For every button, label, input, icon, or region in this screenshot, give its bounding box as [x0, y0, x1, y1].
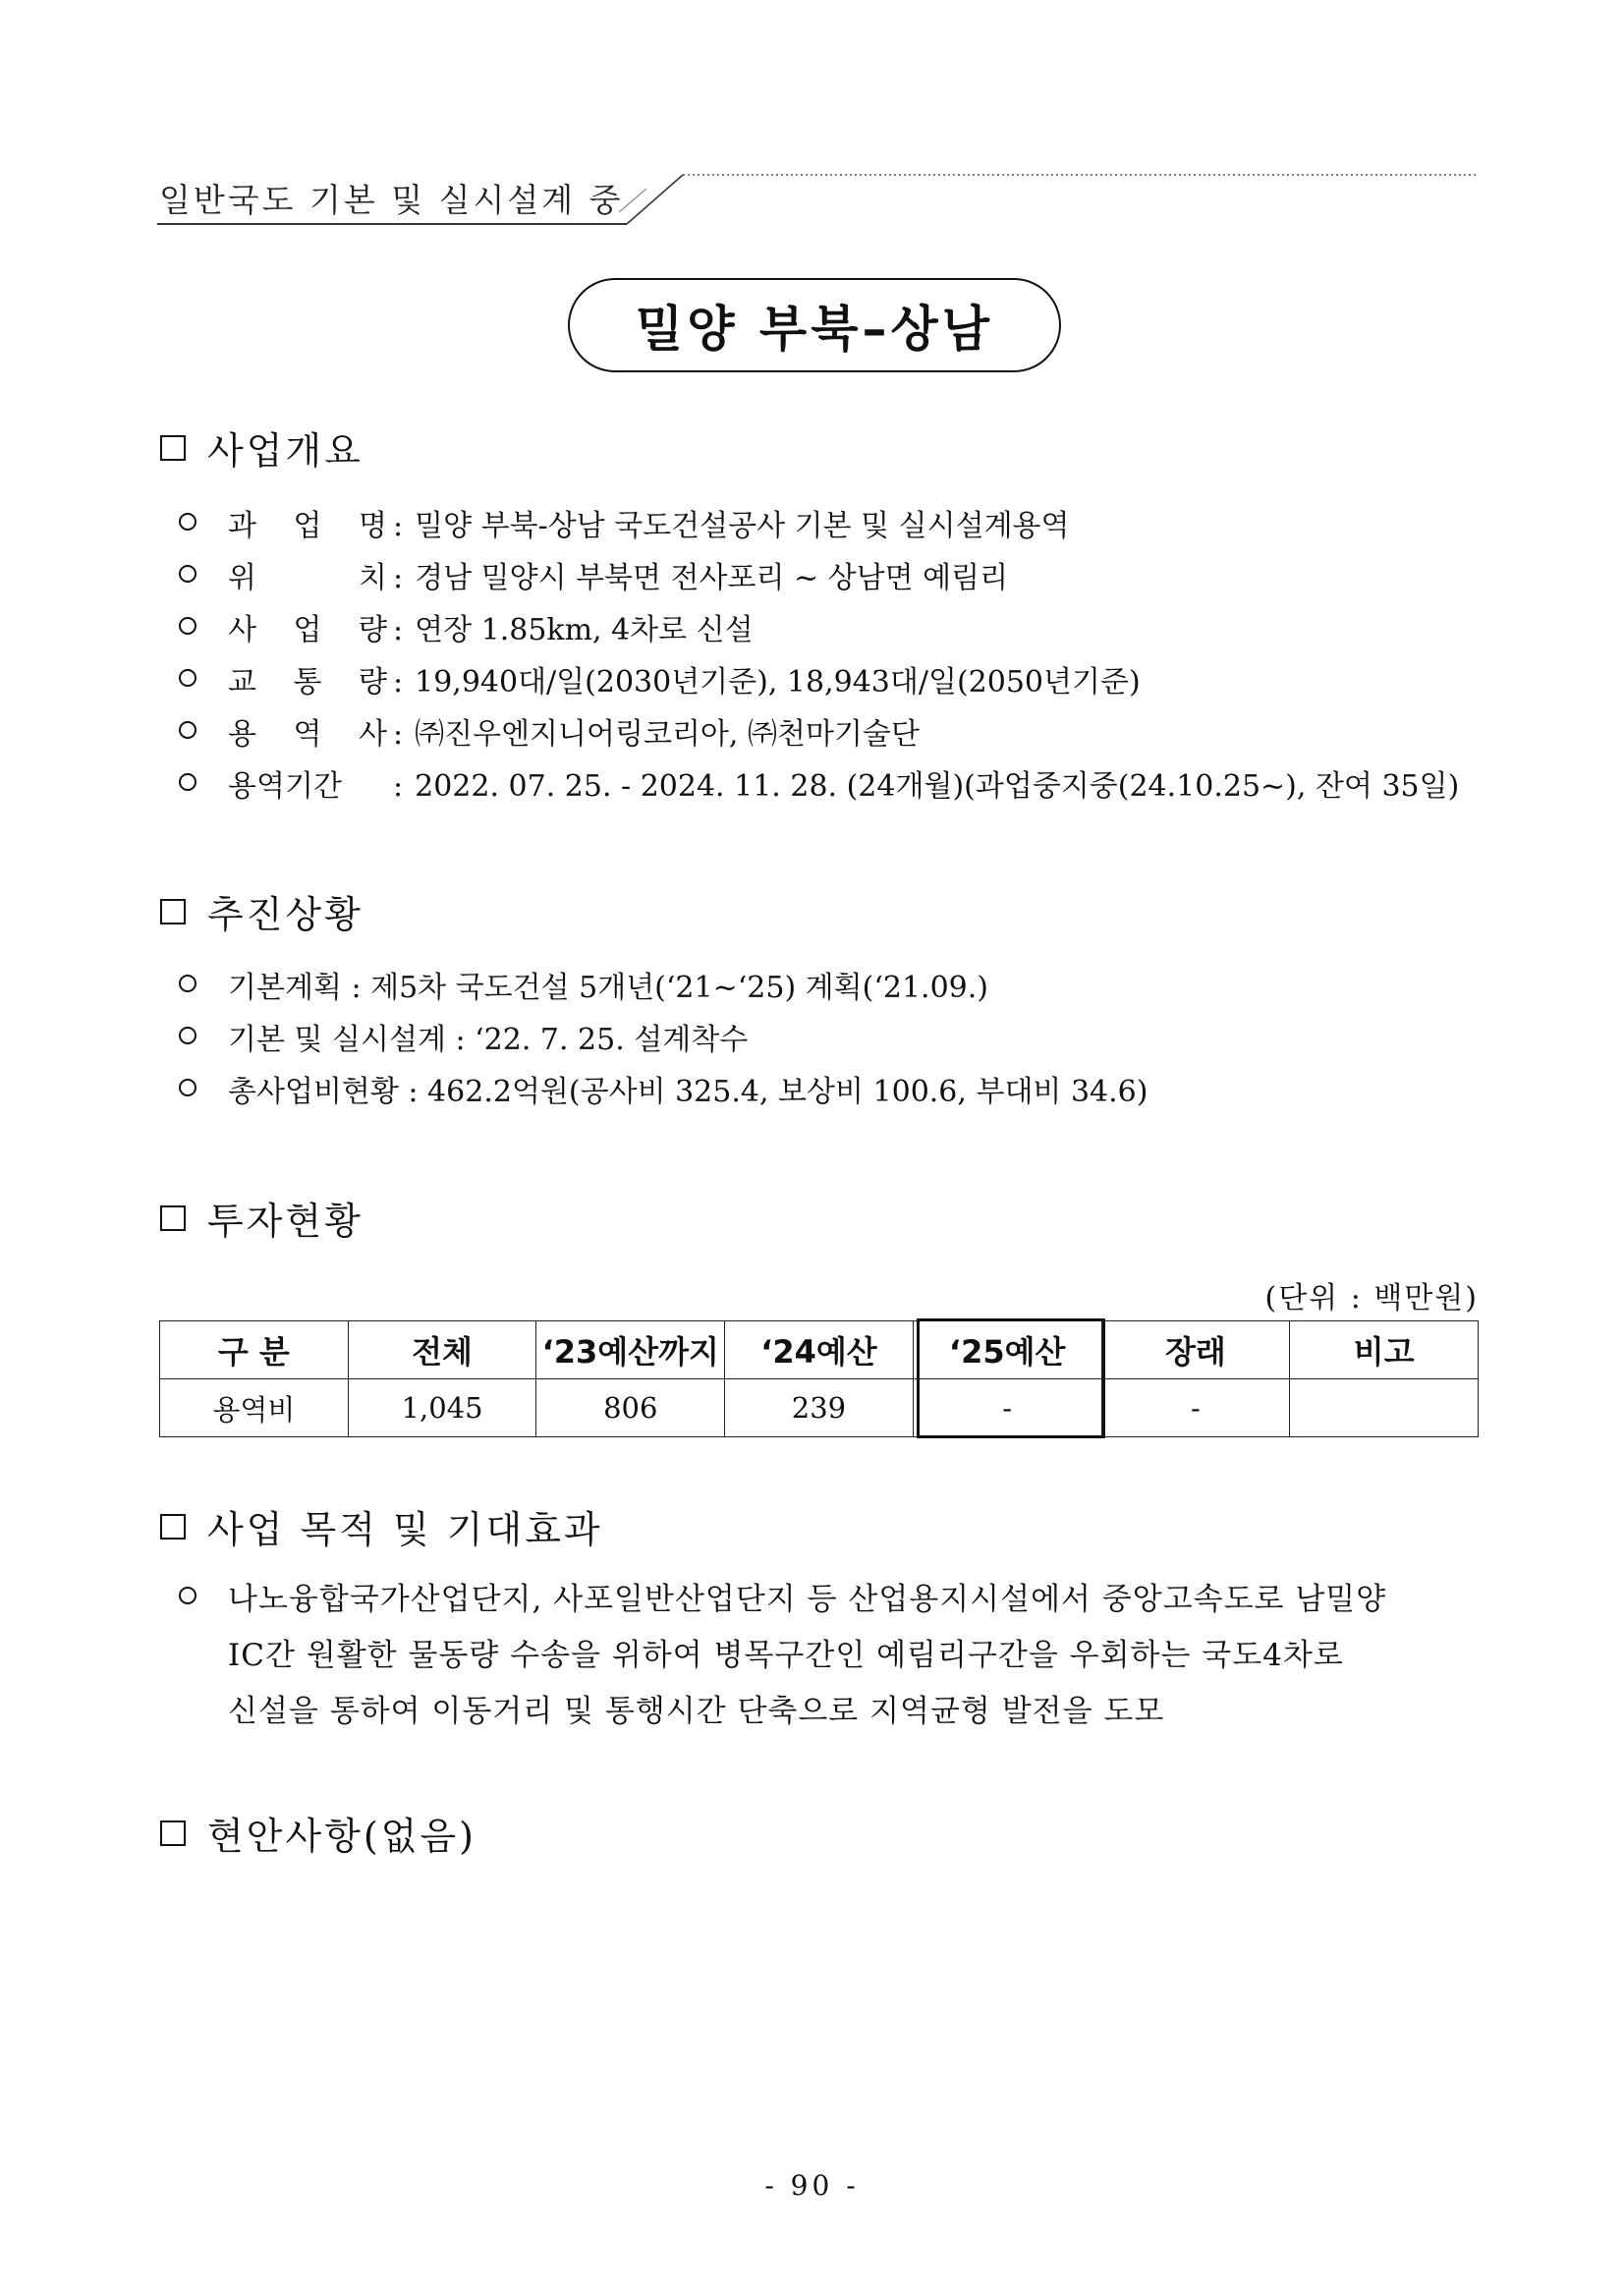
item-value: 밀양 부북-상남 국도건설공사 기본 및 실시설계용역 [415, 509, 1070, 543]
header-cell: ‘25예산 [913, 1321, 1101, 1379]
header-cell: ‘23예산까지 [536, 1321, 725, 1379]
header-cell: ‘24예산 [725, 1321, 914, 1379]
header-cell: 구 분 [160, 1321, 349, 1379]
overview-list [179, 501, 1459, 813]
item-value: 19,940대/일(2030년기준), 18,943대/일(2050년기준) [415, 665, 1141, 700]
table-cell: 806 [536, 1379, 725, 1437]
table-row [160, 1379, 1479, 1437]
item-colon: : [393, 769, 404, 804]
section-overview-heading [160, 420, 364, 475]
item-text: 기본 및 실시설계 : ‘22. 7. 25. 설계착수 [228, 1023, 749, 1057]
table-cell: - [913, 1379, 1101, 1437]
section-purpose-heading [160, 1499, 603, 1553]
item-label: 용 역 사 [228, 717, 387, 752]
section-title: 사업개요 [207, 429, 364, 473]
item-text: 기본계획 : 제5차 국도건설 5개년(‘21~‘25) 계획(‘21.09.) [228, 971, 989, 1005]
section-investment-heading [160, 1191, 364, 1245]
circle-bullet-icon [179, 1587, 196, 1604]
paragraph-text [228, 1572, 1386, 1740]
list-item [179, 761, 1459, 813]
page-title: 밀양 부북–상남 [635, 301, 994, 358]
checkbox-icon [160, 899, 186, 924]
circle-bullet-icon [179, 669, 196, 687]
item-label: 용역기간 [228, 769, 342, 804]
header-cell: 비고 [1290, 1321, 1479, 1379]
item-text: 총사업비현황 : 462.2억원(공사비 325.4, 보상비 100.6, 부대비 34.6) [228, 1075, 1148, 1109]
list-item [179, 605, 1459, 657]
item-colon: : [393, 665, 404, 700]
paragraph-line: IC간 원활한 물동량 수송을 위하여 병목구간인 예림리구간을 우회하는 국도4차로 [228, 1638, 1344, 1673]
item-label: 교 통 량 [228, 665, 387, 700]
purpose-paragraph [179, 1572, 1485, 1740]
table-cell: - [1101, 1379, 1290, 1437]
circle-bullet-icon [179, 565, 196, 583]
progress-list [179, 963, 1148, 1119]
section-progress-heading [160, 884, 364, 938]
list-item [179, 963, 1148, 1015]
list-item [179, 1572, 1485, 1740]
table-cell: 1,045 [348, 1379, 536, 1437]
section-title: 사업 목적 및 기대효과 [207, 1508, 603, 1551]
unit-label: (단위 : 백만원) [1264, 1281, 1479, 1316]
list-item [179, 553, 1459, 605]
investment-table [159, 1320, 1479, 1437]
checkbox-icon [160, 1820, 186, 1846]
item-value: 2022. 07. 25. - 2024. 11. 28. (24개월)(과업중지중(24.10.25~), 잔여 35일) [415, 769, 1460, 804]
checkbox-icon [160, 1514, 186, 1540]
item-colon: : [393, 509, 404, 543]
table-cell: 239 [725, 1379, 914, 1437]
circle-bullet-icon [179, 617, 196, 635]
item-label: 과 업 명 [228, 509, 387, 543]
circle-bullet-icon [179, 513, 196, 531]
paragraph-line: 신설을 통하여 이동거리 및 통행시간 단축으로 지역균형 발전을 도모 [228, 1694, 1165, 1729]
item-value: 연장 1.85km, 4차로 신설 [415, 613, 754, 647]
checkbox-icon [160, 435, 186, 461]
list-item [179, 1015, 1148, 1067]
list-item [179, 501, 1459, 553]
section-title: 현안사항(없음) [207, 1815, 476, 1858]
section-title: 투자현황 [207, 1200, 364, 1243]
list-item [179, 1067, 1148, 1119]
table-cell [1290, 1379, 1479, 1437]
item-label: 사 업 량 [228, 613, 387, 647]
section-issues-heading [160, 1806, 476, 1860]
header-cell: 장래 [1101, 1321, 1290, 1379]
item-colon: : [393, 561, 404, 595]
page-number: - 90 - [764, 2169, 860, 2202]
circle-bullet-icon [179, 721, 196, 739]
title-box [568, 278, 1061, 372]
table-header-row [160, 1321, 1479, 1379]
item-value: 경남 밀양시 부북면 전사포리 ~ 상남면 예림리 [415, 561, 1009, 595]
item-colon: : [393, 717, 404, 752]
table-cell: 용역비 [160, 1379, 349, 1437]
list-item [179, 657, 1459, 709]
item-colon: : [393, 613, 404, 647]
section-title: 추진상황 [207, 893, 364, 936]
item-label: 위 치 [228, 561, 387, 595]
circle-bullet-icon [179, 975, 196, 992]
paragraph-line: 나노융합국가산업단지, 사포일반산업단지 등 산업용지시설에서 중앙고속도로 남밀양 [228, 1582, 1387, 1617]
checkbox-icon [160, 1205, 186, 1231]
header-text: 일반국도 기본 및 실시설계 중 [159, 181, 624, 219]
circle-bullet-icon [179, 1027, 196, 1044]
running-header [157, 169, 1479, 228]
item-value: ㈜진우엔지니어링코리아, ㈜천마기술단 [415, 717, 920, 752]
list-item [179, 709, 1459, 761]
circle-bullet-icon [179, 1079, 196, 1096]
header-cell: 전체 [348, 1321, 536, 1379]
circle-bullet-icon [179, 773, 196, 791]
